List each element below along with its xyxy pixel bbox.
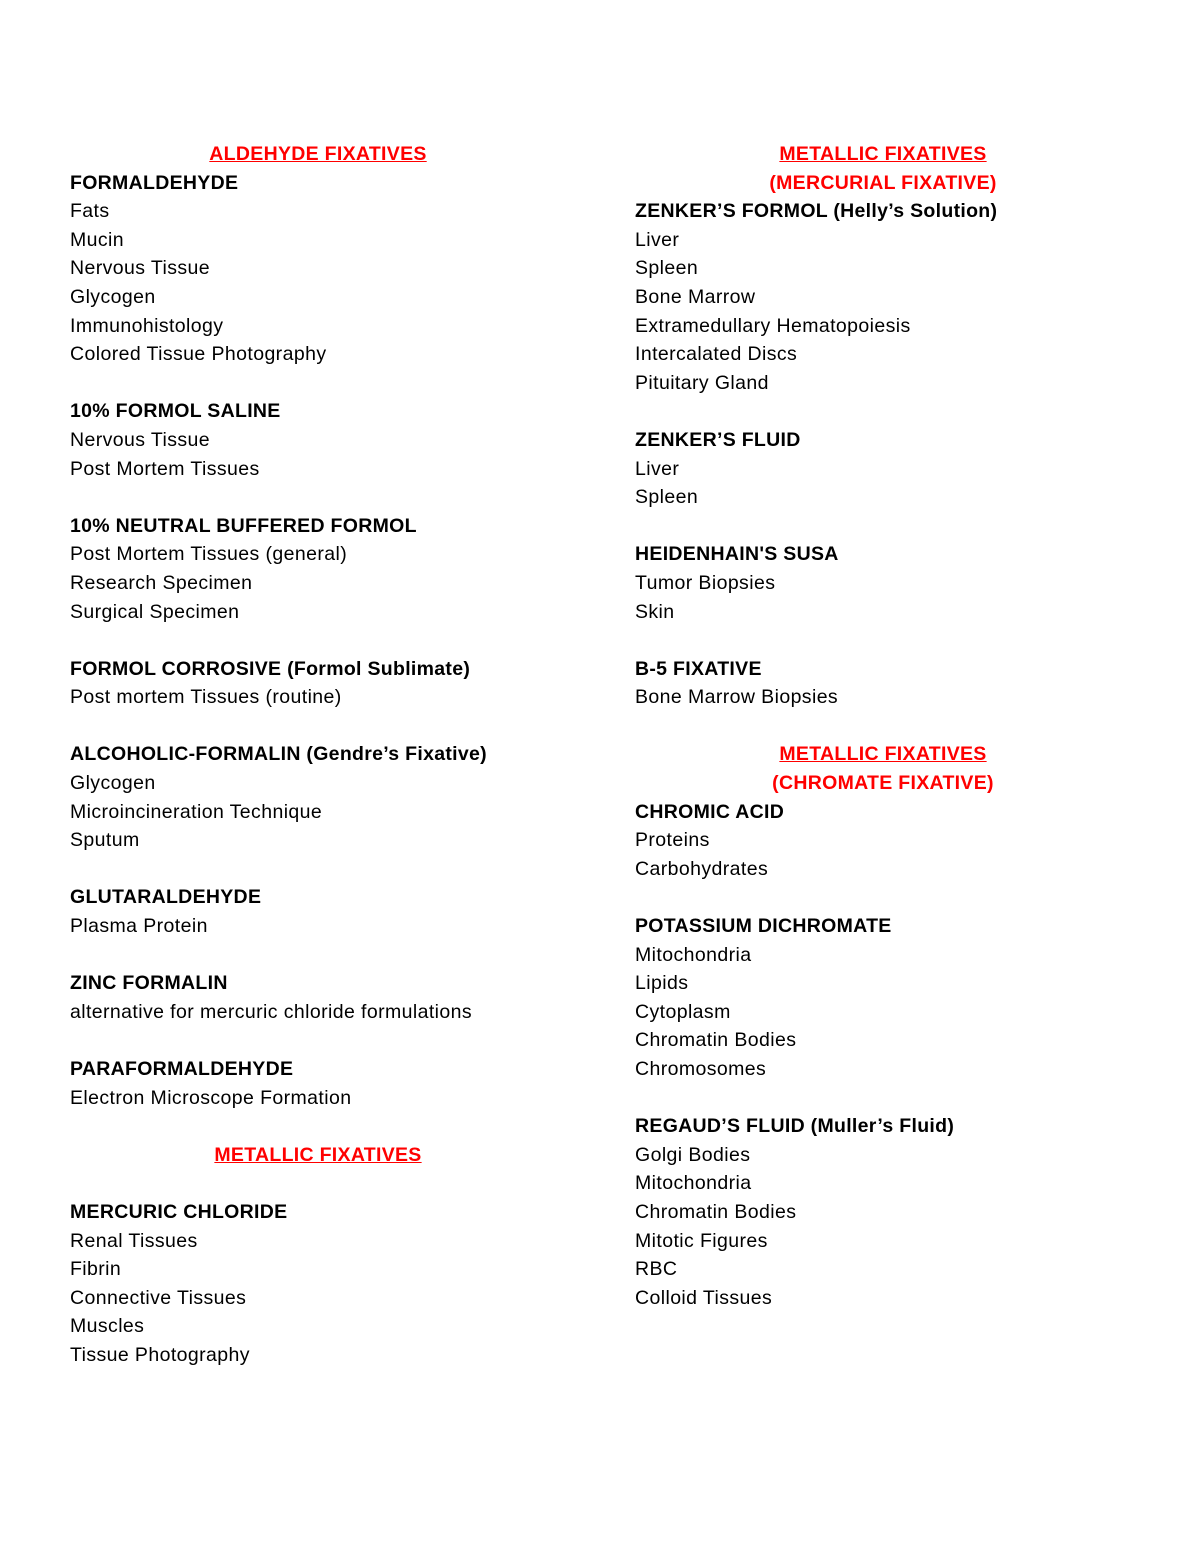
use-item: Mitochondria: [635, 1172, 752, 1195]
spacer: [70, 369, 566, 398]
spacer: [70, 1169, 566, 1198]
left-column: [70, 140, 566, 1370]
fixative-title: HEIDENHAIN'S SUSA: [635, 543, 839, 566]
fixative-group-formol-corrosive: [70, 655, 566, 712]
fixative-group-paraformaldehyde: [70, 1055, 566, 1112]
fixative-title: PARAFORMALDEHYDE: [70, 1058, 294, 1080]
use-item: Carbohydrates: [635, 857, 769, 880]
use-item: Intercalated Discs: [635, 343, 798, 366]
fixative-title: FORMOL CORROSIVE (Formol Sublimate): [70, 657, 471, 680]
spacer: [70, 1112, 566, 1141]
use-item: Post mortem Tissues (routine): [70, 686, 342, 709]
fixative-title: MERCURIC CHLORIDE: [70, 1200, 288, 1223]
use-item: Post Mortem Tissues (general): [70, 543, 348, 566]
use-item: Nervous Tissue: [70, 257, 210, 280]
use-item: Renal Tissues: [70, 1229, 198, 1252]
use-item: Cytoplasm: [635, 1000, 731, 1023]
use-item: Chromatin Bodies: [635, 1200, 797, 1223]
use-item: Muscles: [70, 1315, 145, 1338]
fixative-title: 10% FORMOL SALINE: [70, 400, 281, 423]
section-heading-aldehyde: [70, 140, 566, 169]
fixative-title: ZINC FORMALIN: [70, 972, 228, 995]
section-heading-metallic: [70, 1141, 566, 1170]
spacer: [70, 941, 566, 970]
use-item: Mitotic Figures: [635, 1229, 768, 1252]
use-item: Mucin: [70, 228, 125, 251]
fixative-group-regauds-fluid: [635, 1112, 1131, 1312]
spacer: [635, 626, 1131, 655]
fixative-title: FORMALDEHYDE: [70, 171, 239, 194]
section-heading-metallic-mercurial: [635, 140, 1131, 197]
fixative-title: REGAUD’S FLUID (Muller’s Fluid): [635, 1115, 955, 1138]
use-item: Colored Tissue Photography: [70, 343, 327, 366]
use-item: Skin: [635, 600, 675, 623]
use-item: Colloid Tissues: [635, 1286, 773, 1309]
section-heading-metallic-chromate: [635, 740, 1131, 797]
use-item: Liver: [635, 457, 680, 480]
fixative-group-zinc-formalin: [70, 969, 566, 1026]
fixative-group-glutaraldehyde: [70, 883, 566, 940]
use-item: Spleen: [635, 486, 699, 509]
section-heading-text: METALLIC FIXATIVES: [779, 143, 987, 165]
fixative-group-heidenhains-susa: [635, 540, 1131, 626]
spacer: [635, 512, 1131, 541]
use-item: Liver: [635, 228, 680, 251]
use-item: Post Mortem Tissues: [70, 457, 260, 480]
fixative-group-mercuric-chloride: [70, 1198, 566, 1370]
fixative-group-formol-saline: [70, 397, 566, 483]
fixative-title: POTASSIUM DICHROMATE: [635, 915, 892, 938]
fixative-title: CHROMIC ACID: [635, 800, 785, 823]
fixative-group-neutral-buffered-formol: [70, 512, 566, 626]
right-column: [635, 140, 1131, 1312]
section-heading-text: METALLIC FIXATIVES: [779, 743, 987, 766]
spacer: [70, 855, 566, 884]
spacer: [70, 483, 566, 512]
use-item: Proteins: [635, 829, 710, 852]
spacer: [635, 397, 1131, 426]
use-item: Nervous Tissue: [70, 428, 210, 451]
section-subheading-text: (MERCURIAL FIXATIVE): [769, 171, 997, 194]
fixative-group-potassium-dichromate: [635, 912, 1131, 1084]
section-heading-text: ALDEHYDE FIXATIVES: [209, 143, 427, 165]
use-item: Research Specimen: [70, 571, 253, 594]
fixative-title: ZENKER’S FORMOL (Helly’s Solution): [635, 200, 998, 223]
use-item: Pituitary Gland: [635, 371, 769, 394]
use-item: Tissue Photography: [70, 1343, 250, 1366]
use-item: Lipids: [635, 972, 689, 995]
use-item: Glycogen: [70, 285, 156, 308]
use-item: Bone Marrow: [635, 285, 756, 308]
use-item: RBC: [635, 1258, 678, 1281]
fixative-group-zenkers-formol: [635, 197, 1131, 397]
use-item: Extramedullary Hematopoiesis: [635, 314, 911, 337]
fixative-title: B-5 FIXATIVE: [635, 657, 762, 680]
spacer: [70, 626, 566, 655]
use-item: Fibrin: [70, 1258, 122, 1281]
use-item: alternative for mercuric chloride formulations: [70, 1000, 473, 1023]
fixative-title: ZENKER’S FLUID: [635, 428, 801, 451]
fixative-title: GLUTARALDEHYDE: [70, 886, 262, 909]
fixative-group-zenkers-fluid: [635, 426, 1131, 512]
spacer: [70, 1026, 566, 1055]
fixative-group-chromic-acid: [635, 798, 1131, 884]
spacer: [70, 712, 566, 741]
use-item: Electron Microscope Formation: [70, 1086, 352, 1109]
use-item: Surgical Specimen: [70, 600, 240, 623]
use-item: Tumor Biopsies: [635, 571, 776, 594]
fixative-group-alcoholic-formalin: [70, 740, 566, 854]
section-subheading-text: (CHROMATE FIXATIVE): [772, 772, 994, 795]
use-item: Glycogen: [70, 772, 156, 795]
use-item: Chromatin Bodies: [635, 1029, 797, 1052]
fixative-title: 10% NEUTRAL BUFFERED FORMOL: [70, 514, 417, 537]
section-heading-text: METALLIC FIXATIVES: [214, 1143, 422, 1166]
spacer: [635, 1084, 1131, 1113]
use-item: Connective Tissues: [70, 1286, 247, 1309]
use-item: Plasma Protein: [70, 915, 208, 938]
fixative-title: ALCOHOLIC-FORMALIN (Gendre’s Fixative): [70, 743, 487, 766]
spacer: [635, 712, 1131, 741]
use-item: Microincineration Technique: [70, 800, 323, 823]
use-item: Mitochondria: [635, 943, 752, 966]
use-item: Golgi Bodies: [635, 1143, 751, 1166]
use-item: Sputum: [70, 829, 140, 852]
spacer: [635, 883, 1131, 912]
use-item: Spleen: [635, 257, 699, 280]
use-item: Chromosomes: [635, 1058, 767, 1080]
use-item: Fats: [70, 200, 110, 223]
fixative-group-b5-fixative: [635, 655, 1131, 712]
use-item: Bone Marrow Biopsies: [635, 686, 839, 709]
use-item: Immunohistology: [70, 314, 224, 337]
fixative-group-formaldehyde: [70, 169, 566, 369]
